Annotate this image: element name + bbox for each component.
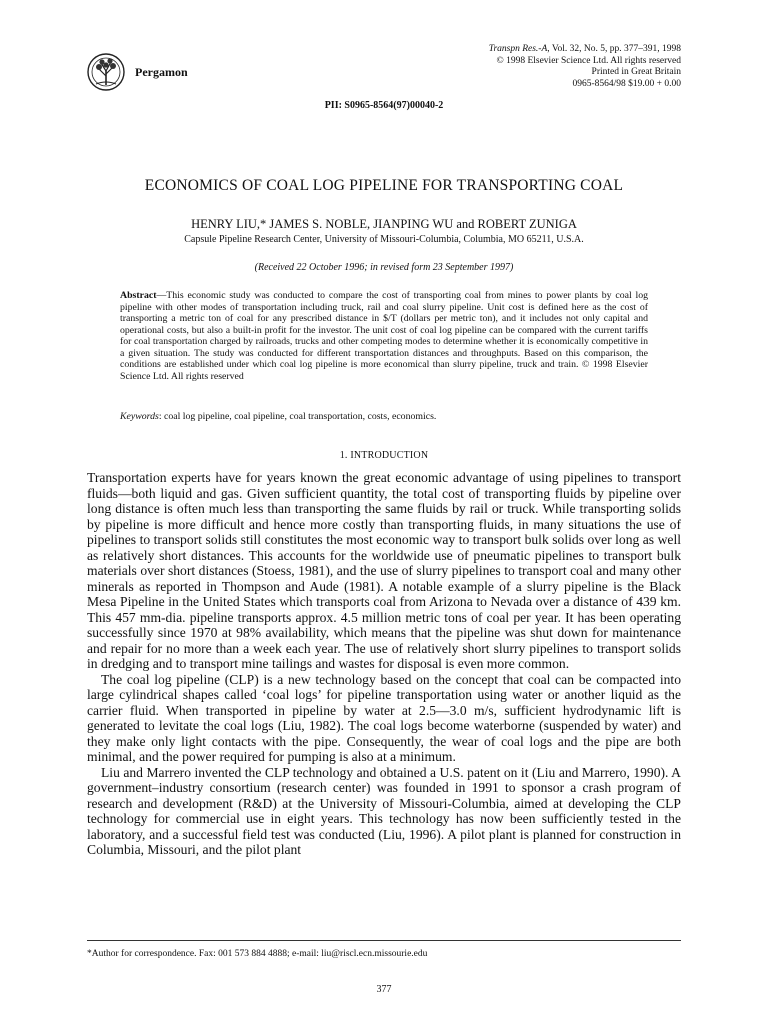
keywords [120,411,660,422]
issn-line: 0965-8564/98 $19.00 + 0.00 [572,78,681,89]
paper-title: ECONOMICS OF COAL LOG PIPELINE FOR TRANSPORTING COAL [144,177,624,194]
pergamon-logo-icon [84,52,128,92]
journal-citation: , Vol. 32, No. 5, pp. 377–391, 1998 [547,44,681,54]
keywords-label: Keywords [120,411,159,422]
abstract-text: —This economic study was conducted to compare the cost of transporting coal from mines to power plants by coal log pipeline with other modes of transportation including truck, rail and coal slurry pipeline. Unit cost is defined here as the cost of transporting a metric ton of coal for any prescribed distance in $/T (dollars per metric ton), and it includes not only capital and operational costs, but also a built-in profit for the investor. The unit cost of coal log pipeline can be compared with the current tariffs for coal transportation charged by railroads, trucks and other competing modes to determine whether it is economically competitive in a given situation. The study was conducted for different transportation distances and throughputs. Based on this comparison, the conditions are established under which coal log pipeline is more economical than slurry pipeline, truck and train. © 1998 Elsevier Science Ltd. All rights reserved [120,290,648,382]
section-heading-introduction: 1. INTRODUCTION [339,450,429,461]
journal-citation-line [489,44,681,56]
author-affiliation: Capsule Pipeline Research Center, University of Missouri-Columbia, Columbia, MO 65211, U.S.A. [184,234,584,245]
abstract [120,290,648,382]
body-paragraph: Transportation experts have for years known the great economic advantage of using pipelines to transport fluids—both liquid and gas. Given sufficient quantity, the total cost of transporting fluids by pipeline over long distance is often much less than transporting the same fluids by rail or truck. While transporting solids by pipeline is more difficult and hence more costly than transporting fluids, in many situations the use of pipelines to transport solids still constitutes the most economic way to transport bulk solids over long as well as relatively short distances. This accounts for the worldwide use of pneumatic pipelines to transport bulk materials over short distances (Stoess, 1981), and the use of slurry pipelines to transport coal and many other minerals as reported in Thompson and Aude (1981). A notable example of a slurry pipeline is the Black Mesa Pipeline in the United States which transports coal from Arizona to Nevada over a distance of 439 km. This 457 mm-dia. pipeline transports approx. 4.5 million metric tons of coal per year. It has been operating successfully since 1970 at 98% availability, which means that the pipeline was shut down for maintenance and repair for no more than a week each year. The use of relatively short slurry pipelines to transport solids in dredging and to transport mine tailings and wastes for disposal is even more common. [87,470,681,671]
body-paragraph: The coal log pipeline (CLP) is a new technology based on the concept that coal can be compacted into large cylindrical shapes called ‘coal logs’ for pipeline transportation using water or another liquid as the carrier fluid. When transported in pipeline by water at 2.5—3.0 m/s, sufficient hydrodynamic lift is generated to levitate the coal logs (Liu, 1982). The coal logs become waterborne (suspended by water) and they make only light contacts with the pipe. Consequently, the wear of coal logs and the pipe are both minimal, and the power required for pumping is also at a minimum. [87,671,681,764]
body-paragraph: Liu and Marrero invented the CLP technology and obtained a U.S. patent on it (Liu and Marrero, 1990). A government–industry consortium (research center) was founded in 1991 to sponsor a crash program of research and development (R&D) at the University of Missouri-Columbia, aimed at developing the CLP technology for commercial use in eight years. This technology has now been sufficiently tested in the laboratory, and a successful field test was conducted (Liu, 1996). A pilot plant is planned for construction in Columbia, Missouri, and the pilot plant [87,764,681,857]
printed-line: Printed in Great Britain [591,67,681,77]
journal-info [489,44,681,90]
author-list: HENRY LIU,* JAMES S. NOBLE, JIANPING WU and ROBERT ZUNIGA [191,217,577,231]
introduction-body [87,470,681,858]
correspondence-footnote: *Author for correspondence. Fax: 001 573 884 4888; e-mail: liu@riscl.ecn.missourie.edu [87,949,428,959]
abstract-label: Abstract [120,290,157,301]
copyright-line: © 1998 Elsevier Science Ltd. All rights reserved [496,55,681,66]
keywords-text: : coal log pipeline, coal pipeline, coal transportation, costs, economics. [158,411,437,422]
page-number: 377 [376,984,392,995]
received-dates: (Received 22 October 1996; in revised form 23 September 1997) [254,262,514,273]
footnote-divider [87,940,681,941]
journal-name: Transpn Res.-A [488,44,548,54]
publisher-name: Pergamon [135,65,188,79]
pii-identifier: PII: S0965-8564(97)00040-2 [324,100,444,111]
